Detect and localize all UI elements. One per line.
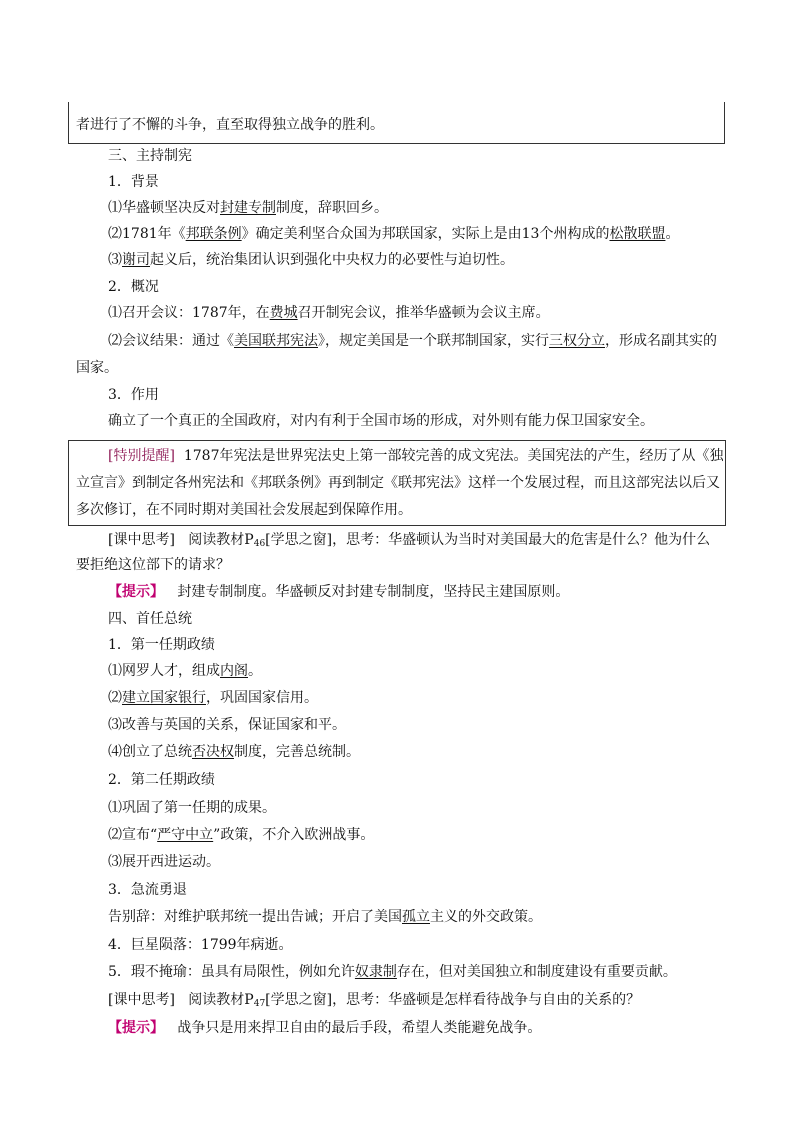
tip-label: 【提示】 xyxy=(108,584,164,600)
first-term-item-2: ⑵建立国家银行，巩固国家信用。 xyxy=(108,690,318,706)
overview-item-2: ⑵会议结果：通过《美国联邦宪法》，规定美国是一个联邦制国家，实行三权分立，形成名副其实的 xyxy=(108,333,717,349)
first-term-item-4: ⑷创立了总统否决权制度，完善总统制。 xyxy=(108,744,360,760)
first-term-item-3: ⑶改善与英国的关系，保证国家和平。 xyxy=(108,717,346,733)
farewell-text: 告别辞：对维护联邦统一提出告诫；开启了美国孤立主义的外交政策。 xyxy=(108,909,542,925)
overview-item-2-cont: 国家。 xyxy=(76,360,118,376)
special-note-label: [特别提醒] xyxy=(108,448,175,464)
background-item-1: ⑴华盛顿坚决反对封建专制制度，辞职回乡。 xyxy=(108,200,388,216)
class-question-1-cont: 要拒绝这位部下的请求？ xyxy=(76,557,230,573)
special-note-line-3: 多次修订，在不同时期对美国社会发展起到保障作用。 xyxy=(76,502,412,518)
overview-item-1: ⑴召开会议：1787年，在费城召开制宪会议，推举华盛顿为会议主席。 xyxy=(108,305,550,321)
background-item-3: ⑶谢司起义后，统治集团认识到强化中央权力的必要性与迫切性。 xyxy=(108,252,514,268)
background-item-2: ⑵1781年《邦联条例》确定美利坚合众国为邦联国家，实际上是由13个州构成的松散联盟。 xyxy=(108,226,680,242)
subheading-effect: 3．作用 xyxy=(108,387,159,403)
subheading-retire: 3．急流勇退 xyxy=(108,882,187,898)
legacy-line: 5．瑕不掩瑜：虽具有局限性，例如允许奴隶制存在，但对美国独立和制度建设有重要贡献。 xyxy=(108,964,677,980)
tip-2: 【提示】 战争只是用来捍卫自由的最后手段，希望人类能避免战争。 xyxy=(108,1020,542,1036)
subheading-second-term: 2．第二任期政绩 xyxy=(108,772,215,788)
section-heading-4: 四、首任总统 xyxy=(108,611,192,627)
continuation-text: 者进行了不懈的斗争，直至取得独立战争的胜利。 xyxy=(76,117,384,133)
tip-label: 【提示】 xyxy=(108,1020,164,1036)
subheading-background: 1．背景 xyxy=(108,174,159,190)
class-question-2: [课中思考] 阅读教材$P_{47}$[学思之窗]，思考：华盛顿是怎样看待战争与自由的关系的？ xyxy=(108,992,641,1009)
special-note-line-1: [特别提醒] 1787年宪法是世界宪法史上第一部较完善的成文宪法。美国宪法的产生，经历了从《独 xyxy=(108,448,724,464)
subheading-overview: 2．概况 xyxy=(108,279,159,295)
section-heading-3: 三、主持制宪 xyxy=(108,148,192,164)
second-term-item-1: ⑴巩固了第一任期的成果。 xyxy=(108,800,276,816)
subheading-first-term: 1．第一任期政绩 xyxy=(108,637,215,653)
first-term-item-1: ⑴网罗人才，组成内阁。 xyxy=(108,663,262,679)
class-question-1: [课中思考] 阅读教材$P_{46}$[学思之窗]，思考：华盛顿认为当时对美国最大的危害是什么？他为什么 xyxy=(108,532,711,549)
death-line: 4．巨星陨落：1799年病逝。 xyxy=(108,937,293,953)
effect-text: 确立了一个真正的全国政府，对内有利于全国市场的形成，对外则有能力保卫国家安全。 xyxy=(108,413,654,429)
second-term-item-3: ⑶展开西进运动。 xyxy=(108,854,220,870)
tip-1: 【提示】 封建专制制度。华盛顿反对封建专制制度，坚持民主建国原则。 xyxy=(108,584,570,600)
special-note-line-2: 立宣言》到制定各州宪法和《邦联条例》再到制定《联邦宪法》这样一个发展过程，而且这部宪法以后又 xyxy=(76,475,720,491)
second-term-item-2: ⑵宣布“严守中立”政策，不介入欧洲战事。 xyxy=(108,827,375,843)
